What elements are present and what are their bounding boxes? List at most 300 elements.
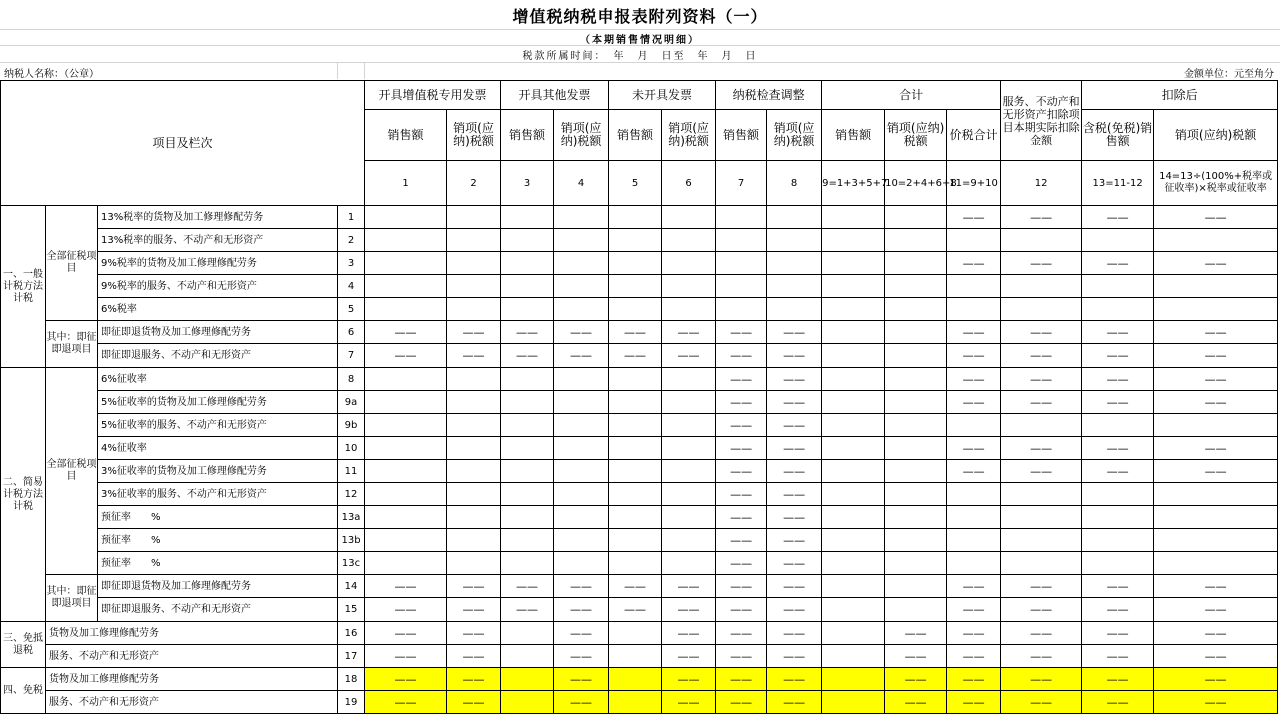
- amount-cell[interactable]: [447, 437, 501, 460]
- dash-cell: ——: [1082, 645, 1154, 668]
- amount-cell[interactable]: [501, 552, 554, 575]
- amount-cell[interactable]: [554, 391, 609, 414]
- dash-cell: ——: [1154, 321, 1278, 344]
- dash-cell: ——: [1001, 206, 1082, 229]
- amount-cell[interactable]: [885, 529, 947, 552]
- amount-cell[interactable]: [501, 460, 554, 483]
- amount-cell[interactable]: [822, 483, 885, 506]
- column-number: 8: [767, 161, 822, 206]
- table-row: [1, 229, 1278, 252]
- amount-cell[interactable]: [609, 275, 662, 298]
- dash-cell: ——: [447, 622, 501, 645]
- row-number: 11: [338, 460, 365, 483]
- dash-cell: ——: [554, 321, 609, 344]
- amount-cell[interactable]: [447, 206, 501, 229]
- dash-cell: ——: [767, 598, 822, 622]
- dash-cell: ——: [1154, 206, 1278, 229]
- amount-cell[interactable]: [365, 206, 447, 229]
- amount-cell[interactable]: [554, 298, 609, 321]
- amount-cell[interactable]: [885, 391, 947, 414]
- sub-header: 销项(应纳)税额: [662, 110, 716, 161]
- amount-cell[interactable]: [822, 691, 885, 714]
- dash-cell: ——: [1082, 668, 1154, 691]
- column-number: 6: [662, 161, 716, 206]
- amount-cell[interactable]: [365, 414, 447, 437]
- dash-cell: ——: [1154, 622, 1278, 645]
- amount-cell[interactable]: [501, 229, 554, 252]
- group-header: 纳税检查调整: [716, 81, 822, 110]
- section-label: 四、免税: [1, 668, 46, 714]
- amount-cell[interactable]: [822, 275, 885, 298]
- amount-cell[interactable]: [822, 229, 885, 252]
- amount-cell[interactable]: [365, 368, 447, 391]
- amount-cell[interactable]: [365, 252, 447, 275]
- amount-cell[interactable]: [501, 391, 554, 414]
- amount-cell[interactable]: [662, 483, 716, 506]
- dash-cell: ——: [716, 391, 767, 414]
- tax-period: 税款所属时间： 年 月 日至 年 月 日: [522, 51, 758, 62]
- dash-cell: ——: [1154, 668, 1278, 691]
- dash-cell: ——: [1001, 391, 1082, 414]
- amount-cell[interactable]: [885, 598, 947, 622]
- amount-cell[interactable]: [365, 552, 447, 575]
- amount-cell[interactable]: [885, 229, 947, 252]
- amount-cell[interactable]: [365, 229, 447, 252]
- amount-cell[interactable]: [767, 229, 822, 252]
- amount-cell[interactable]: [1154, 275, 1278, 298]
- sub-header: 销项(应纳)税额: [447, 110, 501, 161]
- amount-cell[interactable]: [447, 298, 501, 321]
- sub-header: 销项(应纳)税额: [554, 110, 609, 161]
- dash-cell: ——: [554, 344, 609, 368]
- dash-cell: ——: [947, 691, 1001, 714]
- amount-cell[interactable]: [885, 460, 947, 483]
- amount-cell[interactable]: [554, 252, 609, 275]
- amount-cell[interactable]: [447, 414, 501, 437]
- amount-cell[interactable]: [822, 368, 885, 391]
- dash-cell: ——: [716, 460, 767, 483]
- sub-header: 销售额: [716, 110, 767, 161]
- amount-cell[interactable]: [1001, 506, 1082, 529]
- amount-cell[interactable]: [554, 229, 609, 252]
- dash-cell: ——: [447, 321, 501, 344]
- dash-cell: ——: [554, 645, 609, 668]
- sales-detail-table: [0, 80, 1278, 714]
- dash-cell: ——: [716, 506, 767, 529]
- dash-cell: ——: [885, 691, 947, 714]
- amount-cell[interactable]: [947, 529, 1001, 552]
- amount-cell[interactable]: [609, 552, 662, 575]
- amount-cell[interactable]: [716, 206, 767, 229]
- amount-cell[interactable]: [662, 206, 716, 229]
- amount-cell[interactable]: [767, 252, 822, 275]
- amount-cell[interactable]: [609, 414, 662, 437]
- amount-cell[interactable]: [609, 437, 662, 460]
- dash-cell: ——: [554, 622, 609, 645]
- amount-cell[interactable]: [554, 529, 609, 552]
- subsection-label: 全部征税项目: [46, 368, 98, 575]
- dash-cell: ——: [947, 668, 1001, 691]
- amount-cell[interactable]: [447, 368, 501, 391]
- table-row: [1, 575, 1278, 598]
- amount-cell[interactable]: [365, 460, 447, 483]
- amount-cell[interactable]: [822, 321, 885, 344]
- amount-cell[interactable]: [947, 414, 1001, 437]
- row-label: 即征即退货物及加工修理修配劳务: [98, 575, 338, 598]
- section-label: 二、简易计税方法计税: [1, 368, 46, 622]
- dash-cell: ——: [1082, 575, 1154, 598]
- amount-cell[interactable]: [554, 437, 609, 460]
- amount-cell[interactable]: [1154, 414, 1278, 437]
- amount-cell[interactable]: [662, 298, 716, 321]
- dash-cell: ——: [1154, 691, 1278, 714]
- row-label: 9%税率的服务、不动产和无形资产: [98, 275, 338, 298]
- amount-cell[interactable]: [1082, 414, 1154, 437]
- amount-cell[interactable]: [662, 229, 716, 252]
- amount-cell[interactable]: [1001, 229, 1082, 252]
- amount-cell[interactable]: [947, 552, 1001, 575]
- amount-cell[interactable]: [501, 437, 554, 460]
- amount-cell[interactable]: [662, 414, 716, 437]
- amount-cell[interactable]: [609, 691, 662, 714]
- amount-cell[interactable]: [716, 252, 767, 275]
- amount-cell[interactable]: [501, 483, 554, 506]
- row-label: 即征即退服务、不动产和无形资产: [98, 598, 338, 622]
- amount-cell[interactable]: [1082, 529, 1154, 552]
- dash-cell: ——: [662, 668, 716, 691]
- sub-header: 销项(应纳)税额: [767, 110, 822, 161]
- section-label: 三、免抵退税: [1, 622, 46, 668]
- amount-cell[interactable]: [662, 437, 716, 460]
- row-number: 4: [338, 275, 365, 298]
- amount-cell[interactable]: [609, 668, 662, 691]
- amount-cell[interactable]: [609, 298, 662, 321]
- row-label: 预征率 %: [98, 552, 338, 575]
- amount-cell[interactable]: [501, 275, 554, 298]
- amount-cell[interactable]: [609, 206, 662, 229]
- dash-cell: ——: [767, 460, 822, 483]
- amount-cell[interactable]: [1082, 483, 1154, 506]
- dash-cell: ——: [1082, 252, 1154, 275]
- amount-cell[interactable]: [501, 622, 554, 645]
- row-number: 3: [338, 252, 365, 275]
- dash-cell: ——: [767, 575, 822, 598]
- amount-cell[interactable]: [501, 206, 554, 229]
- taxpayer-name-label: 纳税人名称：（公章）: [4, 69, 99, 80]
- amount-cell[interactable]: [767, 298, 822, 321]
- amount-cell[interactable]: [1001, 414, 1082, 437]
- amount-cell[interactable]: [822, 460, 885, 483]
- sub-header: 销售额: [365, 110, 447, 161]
- table-row: [1, 206, 1278, 229]
- subsection-label: 全部征税项目: [46, 206, 98, 321]
- amount-cell[interactable]: [822, 252, 885, 275]
- dash-cell: ——: [716, 645, 767, 668]
- amount-cell[interactable]: [767, 275, 822, 298]
- dash-cell: ——: [1001, 321, 1082, 344]
- row-number: 12: [338, 483, 365, 506]
- dash-cell: ——: [1154, 252, 1278, 275]
- amount-cell[interactable]: [447, 460, 501, 483]
- row-number: 8: [338, 368, 365, 391]
- dash-cell: ——: [365, 622, 447, 645]
- row-label: 9%税率的货物及加工修理修配劳务: [98, 252, 338, 275]
- dash-cell: ——: [1082, 460, 1154, 483]
- row-number: 1: [338, 206, 365, 229]
- amount-cell[interactable]: [447, 552, 501, 575]
- sub-header: 含税(免税)销售额: [1082, 110, 1154, 161]
- row-number: 18: [338, 668, 365, 691]
- dash-cell: ——: [716, 344, 767, 368]
- dash-cell: ——: [767, 391, 822, 414]
- amount-cell[interactable]: [447, 229, 501, 252]
- amount-cell[interactable]: [365, 391, 447, 414]
- dash-cell: ——: [1082, 321, 1154, 344]
- row-label: 5%征收率的服务、不动产和无形资产: [98, 414, 338, 437]
- amount-cell[interactable]: [662, 391, 716, 414]
- amount-cell[interactable]: [609, 368, 662, 391]
- dash-cell: ——: [885, 622, 947, 645]
- form-title: 增值税纳税申报表附列资料（一）: [512, 7, 768, 26]
- amount-cell[interactable]: [662, 252, 716, 275]
- amount-cell[interactable]: [885, 252, 947, 275]
- dash-cell: ——: [609, 598, 662, 622]
- dash-cell: ——: [1082, 344, 1154, 368]
- sub-header: 销售额: [609, 110, 662, 161]
- amount-cell[interactable]: [885, 414, 947, 437]
- amount-cell[interactable]: [501, 298, 554, 321]
- amount-cell[interactable]: [767, 206, 822, 229]
- dash-cell: ——: [716, 622, 767, 645]
- table-row: [1, 460, 1278, 483]
- amount-cell[interactable]: [885, 321, 947, 344]
- amount-cell[interactable]: [822, 645, 885, 668]
- amount-cell[interactable]: [1001, 483, 1082, 506]
- amount-cell[interactable]: [1082, 298, 1154, 321]
- amount-cell[interactable]: [822, 575, 885, 598]
- dash-cell: ——: [447, 668, 501, 691]
- table-row: [1, 344, 1278, 368]
- amount-cell[interactable]: [662, 552, 716, 575]
- row-number: 14: [338, 575, 365, 598]
- amount-cell[interactable]: [365, 506, 447, 529]
- amount-cell[interactable]: [822, 529, 885, 552]
- amount-cell[interactable]: [554, 206, 609, 229]
- amount-cell[interactable]: [501, 691, 554, 714]
- amount-cell[interactable]: [1154, 552, 1278, 575]
- row-label: 货物及加工修理修配劳务: [46, 668, 338, 691]
- amount-cell[interactable]: [447, 391, 501, 414]
- amount-cell[interactable]: [501, 645, 554, 668]
- amount-cell[interactable]: [365, 483, 447, 506]
- amount-cell[interactable]: [1154, 298, 1278, 321]
- amount-cell[interactable]: [501, 668, 554, 691]
- divider: [0, 62, 1280, 63]
- amount-cell[interactable]: [822, 437, 885, 460]
- amount-cell[interactable]: [609, 229, 662, 252]
- dash-cell: ——: [947, 437, 1001, 460]
- amount-cell[interactable]: [365, 529, 447, 552]
- amount-cell[interactable]: [662, 368, 716, 391]
- amount-cell[interactable]: [1154, 506, 1278, 529]
- amount-cell[interactable]: [554, 368, 609, 391]
- amount-cell[interactable]: [609, 460, 662, 483]
- amount-cell[interactable]: [885, 506, 947, 529]
- column-number: 13=11-12: [1082, 161, 1154, 206]
- sub-header: 销项(应纳)税额: [1154, 110, 1278, 161]
- amount-cell[interactable]: [822, 414, 885, 437]
- amount-cell[interactable]: [822, 344, 885, 368]
- dash-cell: ——: [1082, 368, 1154, 391]
- amount-cell[interactable]: [501, 414, 554, 437]
- dash-cell: ——: [662, 344, 716, 368]
- amount-cell[interactable]: [822, 622, 885, 645]
- dash-cell: ——: [767, 691, 822, 714]
- row-label: 6%税率: [98, 298, 338, 321]
- amount-cell[interactable]: [609, 391, 662, 414]
- amount-cell[interactable]: [885, 344, 947, 368]
- dash-cell: ——: [1154, 437, 1278, 460]
- dash-cell: ——: [365, 344, 447, 368]
- dash-cell: ——: [767, 529, 822, 552]
- dash-cell: ——: [947, 391, 1001, 414]
- dash-cell: ——: [767, 437, 822, 460]
- divider: [0, 29, 1280, 30]
- dash-cell: ——: [554, 575, 609, 598]
- amount-cell[interactable]: [716, 229, 767, 252]
- amount-cell[interactable]: [822, 598, 885, 622]
- amount-cell[interactable]: [716, 275, 767, 298]
- amount-cell[interactable]: [554, 483, 609, 506]
- amount-cell[interactable]: [501, 506, 554, 529]
- divider: [0, 45, 1280, 46]
- amount-cell[interactable]: [885, 437, 947, 460]
- dash-cell: ——: [947, 321, 1001, 344]
- group-header: 开具其他发票: [501, 81, 609, 110]
- amount-cell[interactable]: [365, 298, 447, 321]
- amount-cell[interactable]: [885, 368, 947, 391]
- row-label: 预征率 %: [98, 506, 338, 529]
- dash-cell: ——: [716, 437, 767, 460]
- dash-cell: ——: [947, 460, 1001, 483]
- dash-cell: ——: [1001, 252, 1082, 275]
- amount-cell[interactable]: [1082, 275, 1154, 298]
- amount-cell[interactable]: [365, 437, 447, 460]
- amount-cell[interactable]: [947, 506, 1001, 529]
- amount-cell[interactable]: [885, 483, 947, 506]
- dash-cell: ——: [554, 668, 609, 691]
- amount-cell[interactable]: [609, 483, 662, 506]
- amount-cell[interactable]: [716, 298, 767, 321]
- amount-cell[interactable]: [1001, 275, 1082, 298]
- deduction-header: 服务、不动产和无形资产扣除项目本期实际扣除金额: [1001, 81, 1082, 161]
- amount-cell[interactable]: [609, 645, 662, 668]
- amount-cell[interactable]: [1154, 529, 1278, 552]
- amount-cell[interactable]: [501, 252, 554, 275]
- amount-cell[interactable]: [885, 552, 947, 575]
- amount-cell[interactable]: [554, 460, 609, 483]
- amount-cell[interactable]: [554, 275, 609, 298]
- dash-cell: ——: [501, 321, 554, 344]
- amount-cell[interactable]: [662, 275, 716, 298]
- dash-cell: ——: [365, 668, 447, 691]
- table-row: [1, 437, 1278, 460]
- dash-cell: ——: [554, 598, 609, 622]
- amount-cell[interactable]: [662, 460, 716, 483]
- amount-cell[interactable]: [501, 368, 554, 391]
- amount-cell[interactable]: [609, 622, 662, 645]
- amount-cell[interactable]: [947, 275, 1001, 298]
- amount-cell[interactable]: [822, 391, 885, 414]
- amount-cell[interactable]: [554, 506, 609, 529]
- amount-cell[interactable]: [554, 414, 609, 437]
- amount-cell[interactable]: [609, 506, 662, 529]
- amount-cell[interactable]: [885, 575, 947, 598]
- amount-cell[interactable]: [1082, 229, 1154, 252]
- amount-cell[interactable]: [1154, 483, 1278, 506]
- amount-cell[interactable]: [447, 529, 501, 552]
- amount-cell[interactable]: [447, 275, 501, 298]
- amount-cell[interactable]: [1082, 506, 1154, 529]
- table-row: [1, 622, 1278, 645]
- amount-cell[interactable]: [822, 552, 885, 575]
- table-row: [1, 483, 1278, 506]
- amount-cell[interactable]: [947, 298, 1001, 321]
- row-number: 5: [338, 298, 365, 321]
- amount-cell[interactable]: [1001, 529, 1082, 552]
- amount-cell[interactable]: [609, 529, 662, 552]
- dash-cell: ——: [1154, 575, 1278, 598]
- column-number: 3: [501, 161, 554, 206]
- table-row: [1, 552, 1278, 575]
- table-row: [1, 391, 1278, 414]
- amount-cell[interactable]: [1154, 229, 1278, 252]
- amount-cell[interactable]: [1001, 298, 1082, 321]
- row-label: 3%征收率的货物及加工修理修配劳务: [98, 460, 338, 483]
- row-label: 13%税率的货物及加工修理修配劳务: [98, 206, 338, 229]
- dash-cell: ——: [662, 321, 716, 344]
- amount-cell[interactable]: [885, 298, 947, 321]
- amount-cell[interactable]: [662, 506, 716, 529]
- amount-cell[interactable]: [662, 529, 716, 552]
- dash-cell: ——: [767, 668, 822, 691]
- amount-cell[interactable]: [822, 206, 885, 229]
- dash-cell: ——: [662, 575, 716, 598]
- amount-cell[interactable]: [822, 298, 885, 321]
- amount-cell[interactable]: [822, 668, 885, 691]
- amount-cell[interactable]: [365, 275, 447, 298]
- amount-cell[interactable]: [1082, 552, 1154, 575]
- amount-cell[interactable]: [447, 506, 501, 529]
- amount-cell[interactable]: [501, 529, 554, 552]
- row-number: 2: [338, 229, 365, 252]
- column-number: 2: [447, 161, 501, 206]
- amount-cell[interactable]: [609, 252, 662, 275]
- amount-cell[interactable]: [885, 275, 947, 298]
- amount-cell[interactable]: [947, 483, 1001, 506]
- row-number: 13b: [338, 529, 365, 552]
- amount-cell[interactable]: [1001, 552, 1082, 575]
- column-number: 11=9+10: [947, 161, 1001, 206]
- row-number: 13c: [338, 552, 365, 575]
- amount-cell[interactable]: [554, 552, 609, 575]
- amount-cell[interactable]: [885, 206, 947, 229]
- amount-cell[interactable]: [822, 506, 885, 529]
- row-number: 6: [338, 321, 365, 344]
- amount-cell[interactable]: [447, 483, 501, 506]
- amount-cell[interactable]: [947, 229, 1001, 252]
- amount-cell[interactable]: [447, 252, 501, 275]
